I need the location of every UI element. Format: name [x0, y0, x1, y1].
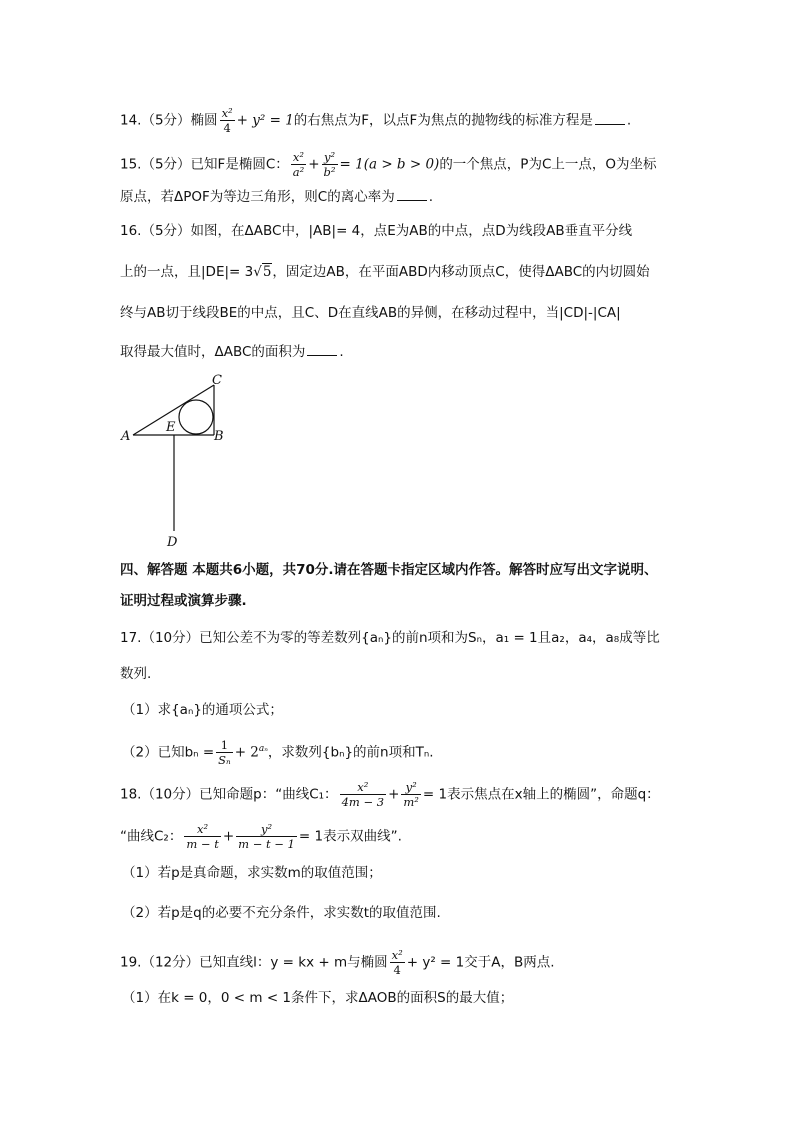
q15-suffix: 的一个焦点，P为C上一点，O为坐标 [439, 156, 657, 173]
incircle [179, 400, 213, 434]
question-16-line-1: 16.（5分）如图，在ΔABC中，|AB|= 4，点E为AB的中点，点D为线段AB垂直平分线 [120, 223, 633, 239]
question-15-line-1: 15.（5分）已知F是椭圆C： $\frac{\text{x²}}{\text{a²}}$ + $\frac{\text{y²}}{\text{b²}}$ = 1(a > b > 0)的一个焦点，P为C上一点，O为坐标 [120, 150, 657, 179]
question-17-part-2: （2）已知bₙ = $\frac{1}{\text{Sₙ}}$ + $2^{a_n}$，求数列{bₙ}的前n项和Tₙ. [122, 738, 434, 767]
question-16-line-4: 取得最大值时，ΔABC的面积为 . [120, 344, 344, 360]
triangle-figure [116, 368, 246, 550]
question-18-line-2: “曲线C₂： $\frac{\text{x²}}{m - t}$ + $\frac{\text{y²}}{m - t - 1}$ = 1表示双曲线”. [120, 822, 402, 851]
question-14: 14.（5分）椭圆 $\frac{\text{x²}}{4}$ + y² = 1的右焦点为F，以点F为焦点的抛物线的标准方程是 . [120, 106, 632, 135]
question-18-part-1: （1）若p是真命题，求实数m的取值范围； [122, 865, 382, 881]
q15-fraction-2: $\frac{\text{y²}}{\text{b²}}$ [323, 150, 336, 179]
question-16-line-3: 终与AB切于线段BE的中点，且C、D在直线AB的异侧，在移动过程中，当|CD|-|CA| [120, 305, 621, 321]
section-4-heading-line-2: 证明过程或演算步骤. [120, 593, 247, 609]
question-16-line-2: 上的一点，且|DE|= 3√5，固定边AB，在平面ABD内移动顶点C，使得ΔABC的内切圆始 [120, 264, 650, 280]
answer-blank [307, 343, 337, 356]
question-17-line-2: 数列. [120, 666, 152, 682]
question-18-part-2: （2）若p是q的必要不充分条件，求实数t的取值范围. [122, 905, 441, 921]
q18-fraction-2: $\frac{\text{y²}}{\text{m²}}$ [403, 780, 419, 809]
question-19-part-1: （1）在k = 0，0 < m < 1条件下，求ΔAOB的面积S的最大值； [122, 990, 514, 1006]
q18-fraction-4: $\frac{\text{y²}}{m - t - 1}$ [238, 822, 295, 851]
q14-prefix: 14.（5分）椭圆 [120, 112, 218, 129]
question-15-line-2: 原点，若ΔPOF为等边三角形，则C的离心率为 . [120, 189, 433, 205]
question-17-line-1: 17.（10分）已知公差不为零的等差数列{aₙ}的前n项和为Sₙ，a₁ = 1且a₂，a₄，a₈成等比 [120, 630, 660, 646]
q19-fraction: $\frac{\text{x²}}{4}$ [391, 948, 403, 977]
label-e: E [166, 420, 176, 435]
label-a: A [121, 429, 131, 444]
q14-suffix: 的右焦点为F，以点F为焦点的抛物线的标准方程是 [293, 112, 593, 129]
q18-fraction-3: $\frac{\text{x²}}{m - t}$ [186, 822, 219, 851]
q15-fraction-1: $\frac{\text{x²}}{\text{a²}}$ [292, 150, 305, 179]
label-b: B [214, 429, 224, 444]
sqrt-5: 5 [262, 264, 272, 280]
q14-fraction: $\frac{\text{x²}}{4}$ [221, 106, 233, 135]
label-c: C [212, 373, 222, 388]
question-18-line-1: 18.（10分）已知命题p：“曲线C₁： $\frac{\text{x²}}{4m - 3}$ + $\frac{\text{y²}}{\text{m²}}$ = 1表示焦点在x轴上的椭圆”，命题q： [120, 780, 660, 809]
answer-blank [595, 112, 625, 125]
q17-fraction: $\frac{1}{\text{Sₙ}}$ [218, 738, 231, 767]
q14-eq: + y² = 1 [236, 112, 294, 129]
question-17-part-1: （1）求{aₙ}的通项公式； [122, 702, 283, 718]
question-19-line-1: 19.（12分）已知直线l：y = kx + m与椭圆 $\frac{\text{x²}}{4}$ + y² = 1交于A，B两点. [120, 948, 555, 977]
section-4-heading: 四、解答题 本题共6小题，共70分.请在答题卡指定区域内作答。解答时应写出文字说明、 [120, 562, 658, 578]
q15-prefix: 15.（5分）已知F是椭圆C： [120, 156, 289, 173]
q18-fraction-1: $\frac{\text{x²}}{4m - 3}$ [341, 780, 385, 809]
label-d: D [167, 535, 178, 550]
answer-blank [397, 188, 427, 201]
